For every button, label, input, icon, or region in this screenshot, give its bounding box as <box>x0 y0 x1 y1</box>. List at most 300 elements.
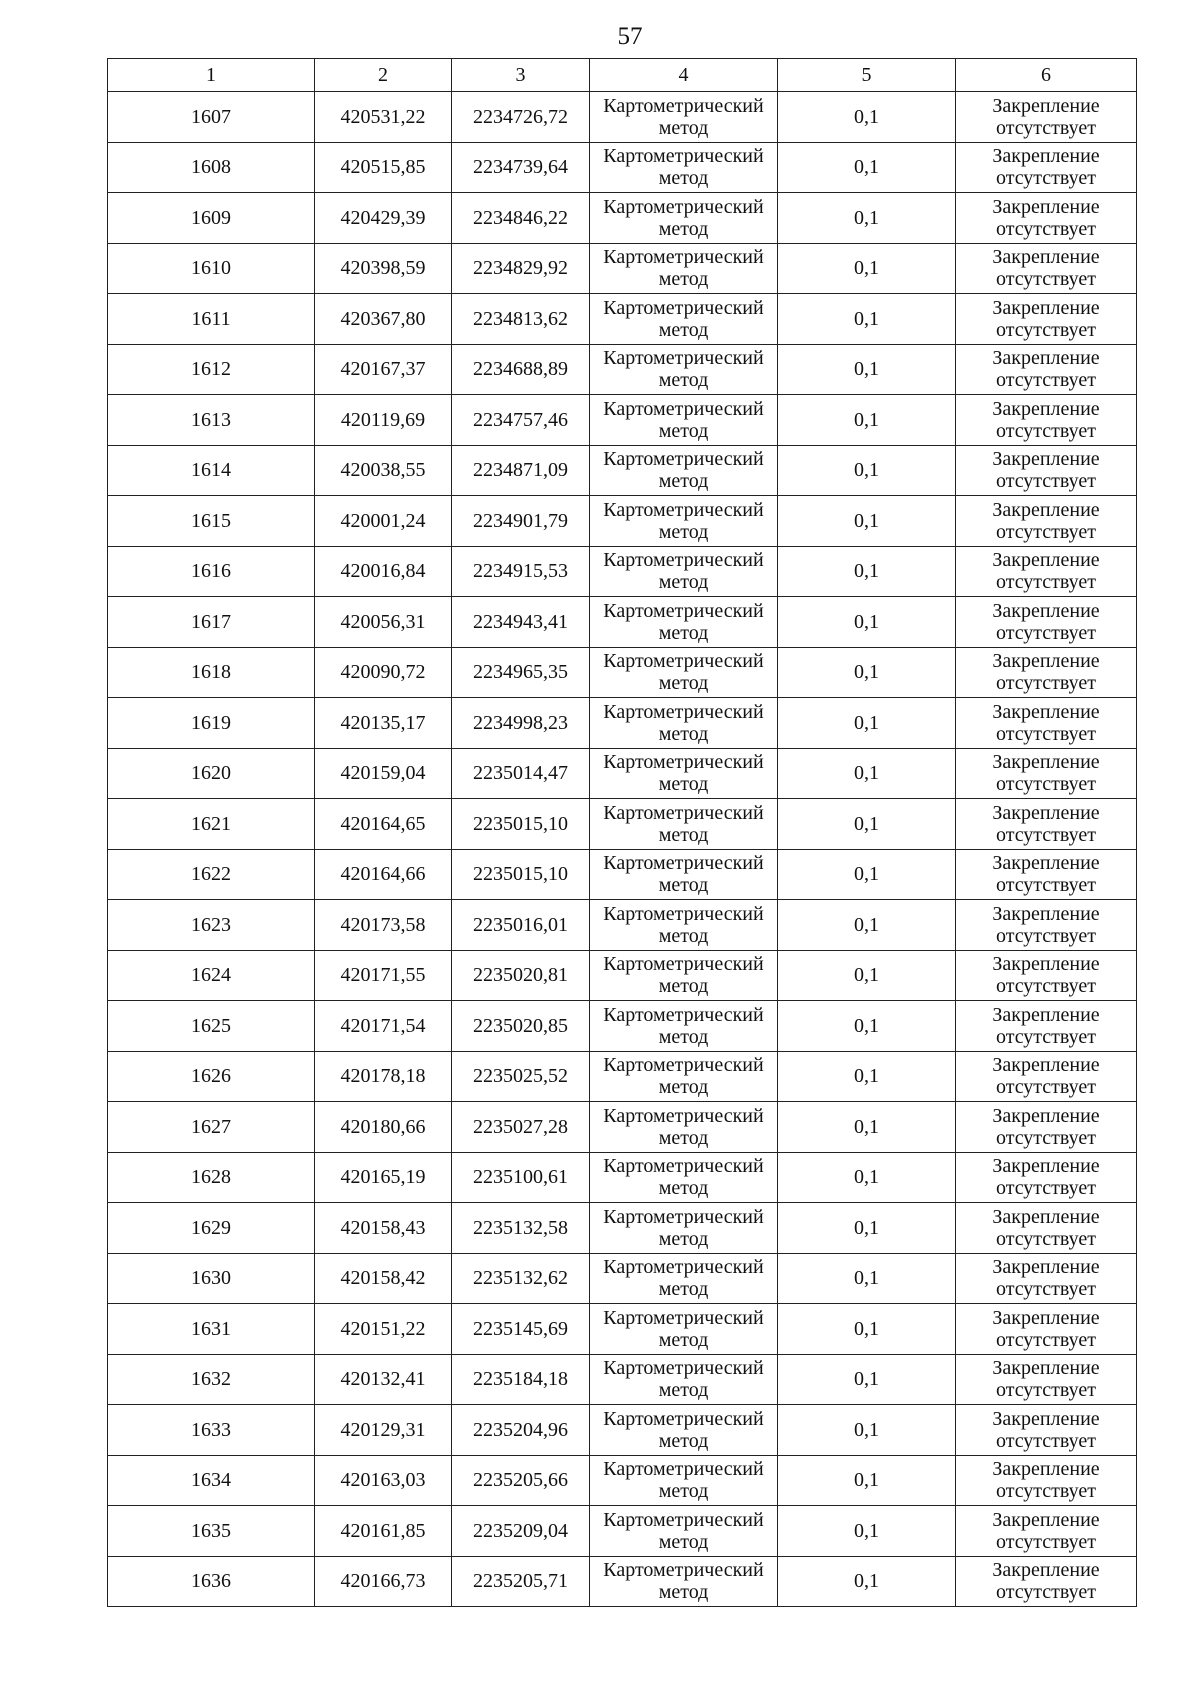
method-line-1: Картометрический <box>603 397 764 420</box>
table-row <box>108 445 1137 496</box>
coordinate-y: 2234846,22 <box>452 193 590 244</box>
method-line-2: метод <box>658 672 709 695</box>
fixing-line-2: отсутствует <box>995 318 1097 341</box>
point-number: 1634 <box>108 1455 315 1506</box>
coordinate-y: 2235027,28 <box>452 1102 590 1153</box>
accuracy: 0,1 <box>778 950 956 1001</box>
method-line-1: Картометрический <box>603 1508 764 1531</box>
fixing-cell <box>956 1253 1137 1304</box>
table-body <box>108 92 1137 1607</box>
coordinate-y: 2235209,04 <box>452 1506 590 1557</box>
point-number: 1635 <box>108 1506 315 1557</box>
point-number: 1609 <box>108 193 315 244</box>
accuracy: 0,1 <box>778 243 956 294</box>
table-row <box>108 849 1137 900</box>
accuracy: 0,1 <box>778 1102 956 1153</box>
fixing-cell <box>956 1354 1137 1405</box>
fixing-cell <box>956 748 1137 799</box>
coordinate-x: 420119,69 <box>315 395 452 446</box>
method-line-2: метод <box>658 1530 709 1553</box>
fixing-cell <box>956 1001 1137 1052</box>
fixing-line-2: отсутствует <box>995 722 1097 745</box>
fixing-cell <box>956 647 1137 698</box>
method-line-2: метод <box>658 1227 709 1250</box>
point-number: 1620 <box>108 748 315 799</box>
page-number: 57 <box>617 23 643 50</box>
method-line-2: метод <box>658 520 709 543</box>
fixing-line-1: Закрепление <box>992 751 1100 774</box>
method-line-1: Картометрический <box>603 195 764 218</box>
coordinate-y: 2235132,62 <box>452 1253 590 1304</box>
table-row <box>108 92 1137 143</box>
method-line-2: метод <box>658 1429 709 1452</box>
table-row <box>108 748 1137 799</box>
accuracy: 0,1 <box>778 1455 956 1506</box>
coordinate-x: 420164,66 <box>315 849 452 900</box>
coordinate-x: 420171,54 <box>315 1001 452 1052</box>
coordinate-x: 420161,85 <box>315 1506 452 1557</box>
method-line-2: метод <box>658 1278 709 1301</box>
fixing-line-2: отсутствует <box>995 1076 1097 1099</box>
fixing-line-1: Закрепление <box>992 700 1100 723</box>
method-line-1: Картометрический <box>603 801 764 824</box>
method-cell <box>590 395 778 446</box>
point-number: 1633 <box>108 1405 315 1456</box>
table-row <box>108 1152 1137 1203</box>
fixing-cell <box>956 950 1137 1001</box>
method-line-2: метод <box>658 369 709 392</box>
accuracy: 0,1 <box>778 1556 956 1607</box>
method-line-1: Картометрический <box>603 296 764 319</box>
table-row <box>108 344 1137 395</box>
fixing-line-1: Закрепление <box>992 1508 1100 1531</box>
point-number: 1618 <box>108 647 315 698</box>
method-cell <box>590 698 778 749</box>
coordinate-x: 420173,58 <box>315 900 452 951</box>
accuracy: 0,1 <box>778 395 956 446</box>
table-row <box>108 950 1137 1001</box>
method-line-1: Картометрический <box>603 1407 764 1430</box>
fixing-line-1: Закрепление <box>992 498 1100 521</box>
method-cell <box>590 193 778 244</box>
fixing-line-1: Закрепление <box>992 296 1100 319</box>
method-line-1: Картометрический <box>603 599 764 622</box>
accuracy: 0,1 <box>778 142 956 193</box>
method-line-1: Картометрический <box>603 498 764 521</box>
point-number: 1626 <box>108 1051 315 1102</box>
method-cell <box>590 142 778 193</box>
fixing-cell <box>956 1556 1137 1607</box>
coordinate-y: 2234915,53 <box>452 546 590 597</box>
table-row <box>108 1354 1137 1405</box>
fixing-cell <box>956 1405 1137 1456</box>
method-cell <box>590 496 778 547</box>
fixing-line-2: отсутствует <box>995 1581 1097 1604</box>
coordinate-y: 2234943,41 <box>452 597 590 648</box>
fixing-line-1: Закрепление <box>992 1104 1100 1127</box>
method-line-1: Картометрический <box>603 1256 764 1279</box>
method-cell <box>590 294 778 345</box>
method-line-2: метод <box>658 1025 709 1048</box>
coordinate-y: 2234829,92 <box>452 243 590 294</box>
fixing-cell <box>956 243 1137 294</box>
method-line-1: Картометрический <box>603 1003 764 1026</box>
coordinate-y: 2235184,18 <box>452 1354 590 1405</box>
method-line-1: Картометрический <box>603 1306 764 1329</box>
fixing-cell <box>956 1102 1137 1153</box>
method-line-2: метод <box>658 217 709 240</box>
fixing-line-2: отсутствует <box>995 116 1097 139</box>
method-line-1: Картометрический <box>603 902 764 925</box>
table-row <box>108 395 1137 446</box>
point-number: 1615 <box>108 496 315 547</box>
point-number: 1616 <box>108 546 315 597</box>
point-number: 1627 <box>108 1102 315 1153</box>
fixing-line-2: отсутствует <box>995 369 1097 392</box>
method-line-2: метод <box>658 1581 709 1604</box>
table-row <box>108 1051 1137 1102</box>
method-line-1: Картометрический <box>603 700 764 723</box>
fixing-line-1: Закрепление <box>992 1054 1100 1077</box>
table-row <box>108 294 1137 345</box>
fixing-line-1: Закрепление <box>992 195 1100 218</box>
fixing-cell <box>956 344 1137 395</box>
fixing-line-2: отсутствует <box>995 823 1097 846</box>
accuracy: 0,1 <box>778 496 956 547</box>
fixing-line-1: Закрепление <box>992 599 1100 622</box>
fixing-line-2: отсутствует <box>995 1530 1097 1553</box>
fixing-line-2: отсутствует <box>995 571 1097 594</box>
method-cell <box>590 849 778 900</box>
method-line-1: Картометрический <box>603 751 764 774</box>
fixing-line-2: отсутствует <box>995 268 1097 291</box>
method-line-2: метод <box>658 571 709 594</box>
fixing-cell <box>956 900 1137 951</box>
method-cell <box>590 344 778 395</box>
table-row <box>108 597 1137 648</box>
coordinate-x: 420038,55 <box>315 445 452 496</box>
accuracy: 0,1 <box>778 748 956 799</box>
fixing-line-1: Закрепление <box>992 1559 1100 1582</box>
accuracy: 0,1 <box>778 900 956 951</box>
coordinate-y: 2234871,09 <box>452 445 590 496</box>
table-row <box>108 243 1137 294</box>
table-row <box>108 142 1137 193</box>
method-line-2: метод <box>658 1126 709 1149</box>
coordinate-y: 2234901,79 <box>452 496 590 547</box>
method-line-2: метод <box>658 722 709 745</box>
fixing-cell <box>956 1455 1137 1506</box>
accuracy: 0,1 <box>778 1001 956 1052</box>
coordinate-x: 420178,18 <box>315 1051 452 1102</box>
coordinate-y: 2235145,69 <box>452 1304 590 1355</box>
coordinate-y: 2235015,10 <box>452 799 590 850</box>
fixing-cell <box>956 1203 1137 1254</box>
fixing-cell <box>956 1152 1137 1203</box>
method-line-1: Картометрический <box>603 145 764 168</box>
method-cell <box>590 1051 778 1102</box>
method-line-2: метод <box>658 823 709 846</box>
coordinate-x: 420159,04 <box>315 748 452 799</box>
coordinate-x: 420158,43 <box>315 1203 452 1254</box>
fixing-line-1: Закрепление <box>992 1357 1100 1380</box>
fixing-line-2: отсутствует <box>995 470 1097 493</box>
table-row <box>108 647 1137 698</box>
method-cell <box>590 1556 778 1607</box>
method-cell <box>590 243 778 294</box>
method-cell <box>590 445 778 496</box>
table-row <box>108 1253 1137 1304</box>
coordinate-x: 420129,31 <box>315 1405 452 1456</box>
coordinate-x: 420166,73 <box>315 1556 452 1607</box>
method-line-1: Картометрический <box>603 94 764 117</box>
coordinate-x: 420090,72 <box>315 647 452 698</box>
coordinate-x: 420056,31 <box>315 597 452 648</box>
coordinate-y: 2234688,89 <box>452 344 590 395</box>
accuracy: 0,1 <box>778 698 956 749</box>
coordinate-x: 420016,84 <box>315 546 452 597</box>
fixing-line-1: Закрепление <box>992 1256 1100 1279</box>
coordinate-x: 420163,03 <box>315 1455 452 1506</box>
fixing-cell <box>956 142 1137 193</box>
method-line-1: Картометрический <box>603 448 764 471</box>
coordinate-y: 2234757,46 <box>452 395 590 446</box>
method-line-1: Картометрический <box>603 1357 764 1380</box>
method-line-2: метод <box>658 1177 709 1200</box>
coordinate-y: 2234726,72 <box>452 92 590 143</box>
fixing-cell <box>956 1506 1137 1557</box>
fixing-line-1: Закрепление <box>992 448 1100 471</box>
method-cell <box>590 1152 778 1203</box>
method-cell <box>590 92 778 143</box>
coordinate-x: 420180,66 <box>315 1102 452 1153</box>
fixing-cell <box>956 1304 1137 1355</box>
method-line-1: Картометрический <box>603 347 764 370</box>
coordinate-x: 420398,59 <box>315 243 452 294</box>
column-header-3: 3 <box>452 59 590 92</box>
coordinate-x: 420132,41 <box>315 1354 452 1405</box>
method-line-2: метод <box>658 621 709 644</box>
coordinate-y: 2235025,52 <box>452 1051 590 1102</box>
coordinate-x: 420151,22 <box>315 1304 452 1355</box>
table-row <box>108 1556 1137 1607</box>
fixing-line-1: Закрепление <box>992 1155 1100 1178</box>
point-number: 1632 <box>108 1354 315 1405</box>
accuracy: 0,1 <box>778 1304 956 1355</box>
method-line-1: Картометрический <box>603 1104 764 1127</box>
coordinate-y: 2235100,61 <box>452 1152 590 1203</box>
fixing-cell <box>956 849 1137 900</box>
method-line-1: Картометрический <box>603 1155 764 1178</box>
fixing-line-2: отсутствует <box>995 167 1097 190</box>
method-line-2: метод <box>658 1480 709 1503</box>
method-cell <box>590 1506 778 1557</box>
point-number: 1630 <box>108 1253 315 1304</box>
table-row <box>108 1203 1137 1254</box>
fixing-cell <box>956 395 1137 446</box>
fixing-cell <box>956 294 1137 345</box>
column-header-5: 5 <box>778 59 956 92</box>
fixing-line-2: отсутствует <box>995 1278 1097 1301</box>
point-number: 1612 <box>108 344 315 395</box>
coordinate-y: 2235014,47 <box>452 748 590 799</box>
point-number: 1631 <box>108 1304 315 1355</box>
accuracy: 0,1 <box>778 849 956 900</box>
table-row <box>108 900 1137 951</box>
accuracy: 0,1 <box>778 647 956 698</box>
coordinate-y: 2234965,35 <box>452 647 590 698</box>
method-line-2: метод <box>658 975 709 998</box>
method-line-2: метод <box>658 167 709 190</box>
accuracy: 0,1 <box>778 1152 956 1203</box>
accuracy: 0,1 <box>778 92 956 143</box>
coordinate-y: 2235132,58 <box>452 1203 590 1254</box>
point-number: 1608 <box>108 142 315 193</box>
fixing-line-2: отсутствует <box>995 419 1097 442</box>
method-line-2: метод <box>658 1076 709 1099</box>
method-cell <box>590 1203 778 1254</box>
point-number: 1621 <box>108 799 315 850</box>
method-line-2: метод <box>658 773 709 796</box>
column-header-2: 2 <box>315 59 452 92</box>
fixing-line-2: отсутствует <box>995 621 1097 644</box>
fixing-line-2: отсутствует <box>995 1227 1097 1250</box>
coordinate-x: 420165,19 <box>315 1152 452 1203</box>
coordinate-x: 420531,22 <box>315 92 452 143</box>
point-number: 1607 <box>108 92 315 143</box>
fixing-line-1: Закрепление <box>992 801 1100 824</box>
method-line-2: метод <box>658 419 709 442</box>
table-row <box>108 698 1137 749</box>
method-cell <box>590 900 778 951</box>
point-number: 1611 <box>108 294 315 345</box>
fixing-line-1: Закрепление <box>992 902 1100 925</box>
table-row <box>108 193 1137 244</box>
coordinate-y: 2234739,64 <box>452 142 590 193</box>
column-header-6: 6 <box>956 59 1137 92</box>
point-number: 1623 <box>108 900 315 951</box>
coordinate-y: 2235204,96 <box>452 1405 590 1456</box>
fixing-line-1: Закрепление <box>992 397 1100 420</box>
fixing-line-2: отсутствует <box>995 773 1097 796</box>
fixing-line-2: отсутствует <box>995 1126 1097 1149</box>
method-cell <box>590 1001 778 1052</box>
coordinate-y: 2234998,23 <box>452 698 590 749</box>
coordinate-x: 420135,17 <box>315 698 452 749</box>
method-cell <box>590 1405 778 1456</box>
accuracy: 0,1 <box>778 1405 956 1456</box>
method-line-1: Картометрический <box>603 650 764 673</box>
method-cell <box>590 748 778 799</box>
coordinate-x: 420515,85 <box>315 142 452 193</box>
method-line-1: Картометрический <box>603 1458 764 1481</box>
fixing-line-2: отсутствует <box>995 975 1097 998</box>
table-row <box>108 1001 1137 1052</box>
method-line-2: метод <box>658 268 709 291</box>
accuracy: 0,1 <box>778 546 956 597</box>
fixing-line-1: Закрепление <box>992 246 1100 269</box>
accuracy: 0,1 <box>778 1203 956 1254</box>
method-cell <box>590 1253 778 1304</box>
fixing-line-2: отсутствует <box>995 1379 1097 1402</box>
coordinate-y: 2235020,81 <box>452 950 590 1001</box>
coordinate-x: 420001,24 <box>315 496 452 547</box>
fixing-line-2: отсутствует <box>995 672 1097 695</box>
coordinate-y: 2235205,71 <box>452 1556 590 1607</box>
method-line-2: метод <box>658 874 709 897</box>
accuracy: 0,1 <box>778 1051 956 1102</box>
method-cell <box>590 597 778 648</box>
method-cell <box>590 1455 778 1506</box>
method-line-2: метод <box>658 116 709 139</box>
table-row <box>108 496 1137 547</box>
coordinate-x: 420158,42 <box>315 1253 452 1304</box>
fixing-cell <box>956 193 1137 244</box>
method-line-2: метод <box>658 1379 709 1402</box>
point-number: 1610 <box>108 243 315 294</box>
point-number: 1613 <box>108 395 315 446</box>
fixing-line-2: отсутствует <box>995 1480 1097 1503</box>
fixing-line-1: Закрепление <box>992 347 1100 370</box>
method-cell <box>590 647 778 698</box>
point-number: 1622 <box>108 849 315 900</box>
method-line-2: метод <box>658 1328 709 1351</box>
method-cell <box>590 1354 778 1405</box>
coordinate-x: 420167,37 <box>315 344 452 395</box>
method-line-1: Картометрический <box>603 1559 764 1582</box>
coordinate-y: 2234813,62 <box>452 294 590 345</box>
method-line-2: метод <box>658 318 709 341</box>
coordinate-x: 420164,65 <box>315 799 452 850</box>
method-line-1: Картометрический <box>603 953 764 976</box>
fixing-line-2: отсутствует <box>995 217 1097 240</box>
fixing-cell <box>956 799 1137 850</box>
coordinate-y: 2235205,66 <box>452 1455 590 1506</box>
fixing-line-2: отсутствует <box>995 1328 1097 1351</box>
method-cell <box>590 1102 778 1153</box>
fixing-line-1: Закрепление <box>992 1407 1100 1430</box>
method-line-1: Картометрический <box>603 549 764 572</box>
method-line-1: Картометрический <box>603 1205 764 1228</box>
fixing-cell <box>956 698 1137 749</box>
accuracy: 0,1 <box>778 1253 956 1304</box>
fixing-line-1: Закрепление <box>992 650 1100 673</box>
table-row <box>108 1455 1137 1506</box>
point-number: 1614 <box>108 445 315 496</box>
fixing-line-2: отсутствует <box>995 520 1097 543</box>
coordinate-x: 420367,80 <box>315 294 452 345</box>
fixing-line-1: Закрепление <box>992 145 1100 168</box>
accuracy: 0,1 <box>778 344 956 395</box>
method-line-1: Картометрический <box>603 852 764 875</box>
table-row <box>108 799 1137 850</box>
fixing-line-1: Закрепление <box>992 1458 1100 1481</box>
coordinate-y: 2235020,85 <box>452 1001 590 1052</box>
fixing-line-1: Закрепление <box>992 549 1100 572</box>
accuracy: 0,1 <box>778 597 956 648</box>
coordinates-table <box>107 58 1137 1607</box>
fixing-cell <box>956 92 1137 143</box>
point-number: 1624 <box>108 950 315 1001</box>
method-cell <box>590 546 778 597</box>
table-row <box>108 546 1137 597</box>
fixing-line-2: отсутствует <box>995 924 1097 947</box>
method-cell <box>590 799 778 850</box>
accuracy: 0,1 <box>778 193 956 244</box>
coordinate-y: 2235015,10 <box>452 849 590 900</box>
method-line-2: метод <box>658 470 709 493</box>
fixing-line-1: Закрепление <box>992 1003 1100 1026</box>
